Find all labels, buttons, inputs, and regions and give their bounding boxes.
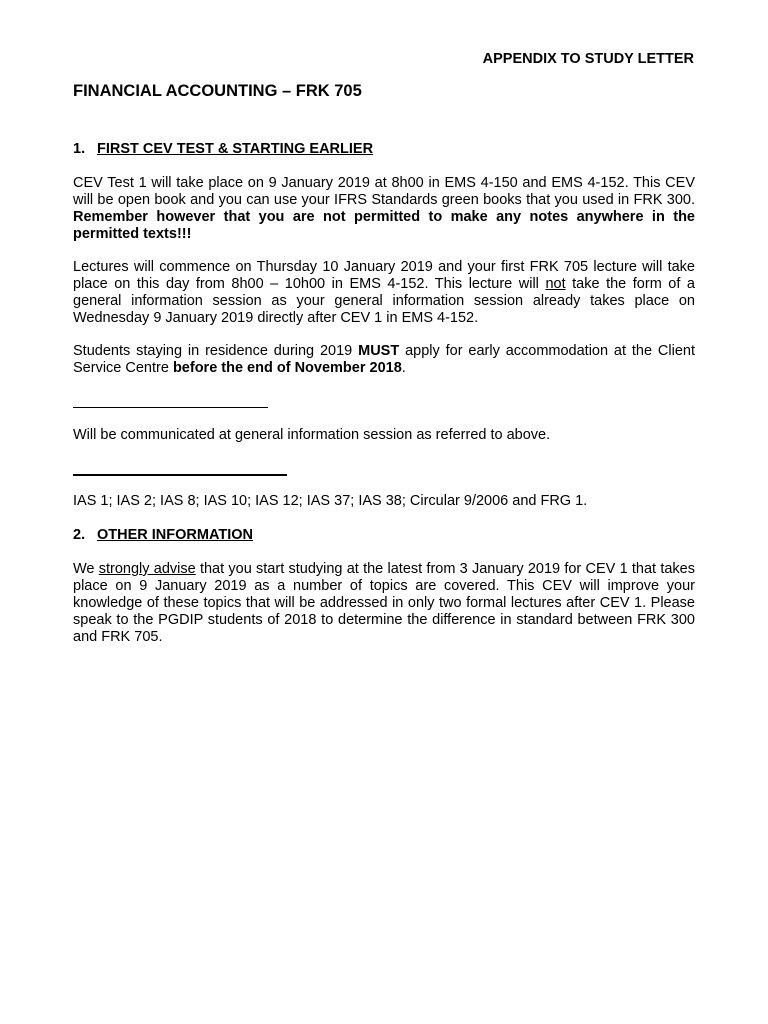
section-1-title: FIRST CEV TEST & STARTING EARLIER: [97, 141, 374, 157]
cev-test-warning: Remember however that you are not permitted to make any notes anywhere in the permitted texts!!!: [73, 209, 695, 242]
residence-must: MUST: [358, 343, 400, 359]
section-2-number: 2.: [73, 527, 86, 543]
residence-deadline: before the end of November 2018: [172, 360, 402, 376]
communication-paragraph: Will be communicated at general information session as referred to above.: [73, 427, 551, 443]
blank-heading-line-1: [73, 407, 268, 408]
lectures-text-not: not: [545, 276, 566, 292]
standards-list-paragraph: IAS 1; IAS 2; IAS 8; IAS 10; IAS 12; IAS 37; IAS 38; Circular 9/2006 and FRG 1.: [73, 493, 588, 509]
advice-paragraph: [73, 561, 695, 646]
section-1-heading: [73, 141, 373, 157]
blank-heading-line-2: [73, 474, 287, 476]
advice-text-b: that you start studying at the latest from 3 January 2019 for CEV 1 that takes place on 9 January 2019 as a number of topics are covered. This CEV will improve your knowledge of these topics that will be addressed in only two formal lectures after CEV 1. Please speak to the PGDIP students of 2018 to determine the difference in standard between FRK 300 and FRK 705.: [73, 561, 695, 645]
cev-test-paragraph: [73, 175, 695, 243]
advice-strongly: strongly advise: [98, 561, 196, 577]
advice-text-a: We: [73, 561, 99, 577]
residence-text-c: .: [401, 360, 406, 376]
residence-paragraph: [73, 343, 695, 377]
section-2-title: OTHER INFORMATION: [97, 527, 253, 543]
lectures-paragraph: [73, 259, 695, 327]
document-title: FINANCIAL ACCOUNTING – FRK 705: [73, 82, 362, 100]
lectures-text-a: Lectures will commence on Thursday 10 January 2019 and your first FRK 705 lecture will take place on this day from 8h00 – 10h00 in EMS 4-152. This lecture will: [73, 259, 695, 292]
section-1-number: 1.: [73, 141, 86, 157]
cev-test-text: CEV Test 1 will take place on 9 January 2019 at 8h00 in EMS 4-150 and EMS 4-152. This CEV will be open book and you can use your IFRS Standards green books that you used in FRK 300.: [73, 175, 695, 208]
residence-text-a: Students staying in residence during 2019: [73, 343, 359, 359]
appendix-label: APPENDIX TO STUDY LETTER: [482, 51, 694, 67]
residence-text-b: apply for early accommodation at the Client Service Centre: [73, 343, 695, 376]
section-2-heading: [73, 527, 253, 543]
lectures-text-b: take the form of a general information session as your general information session already takes place on Wednesday 9 January 2019 directly after CEV 1 in EMS 4-152.: [73, 276, 695, 326]
